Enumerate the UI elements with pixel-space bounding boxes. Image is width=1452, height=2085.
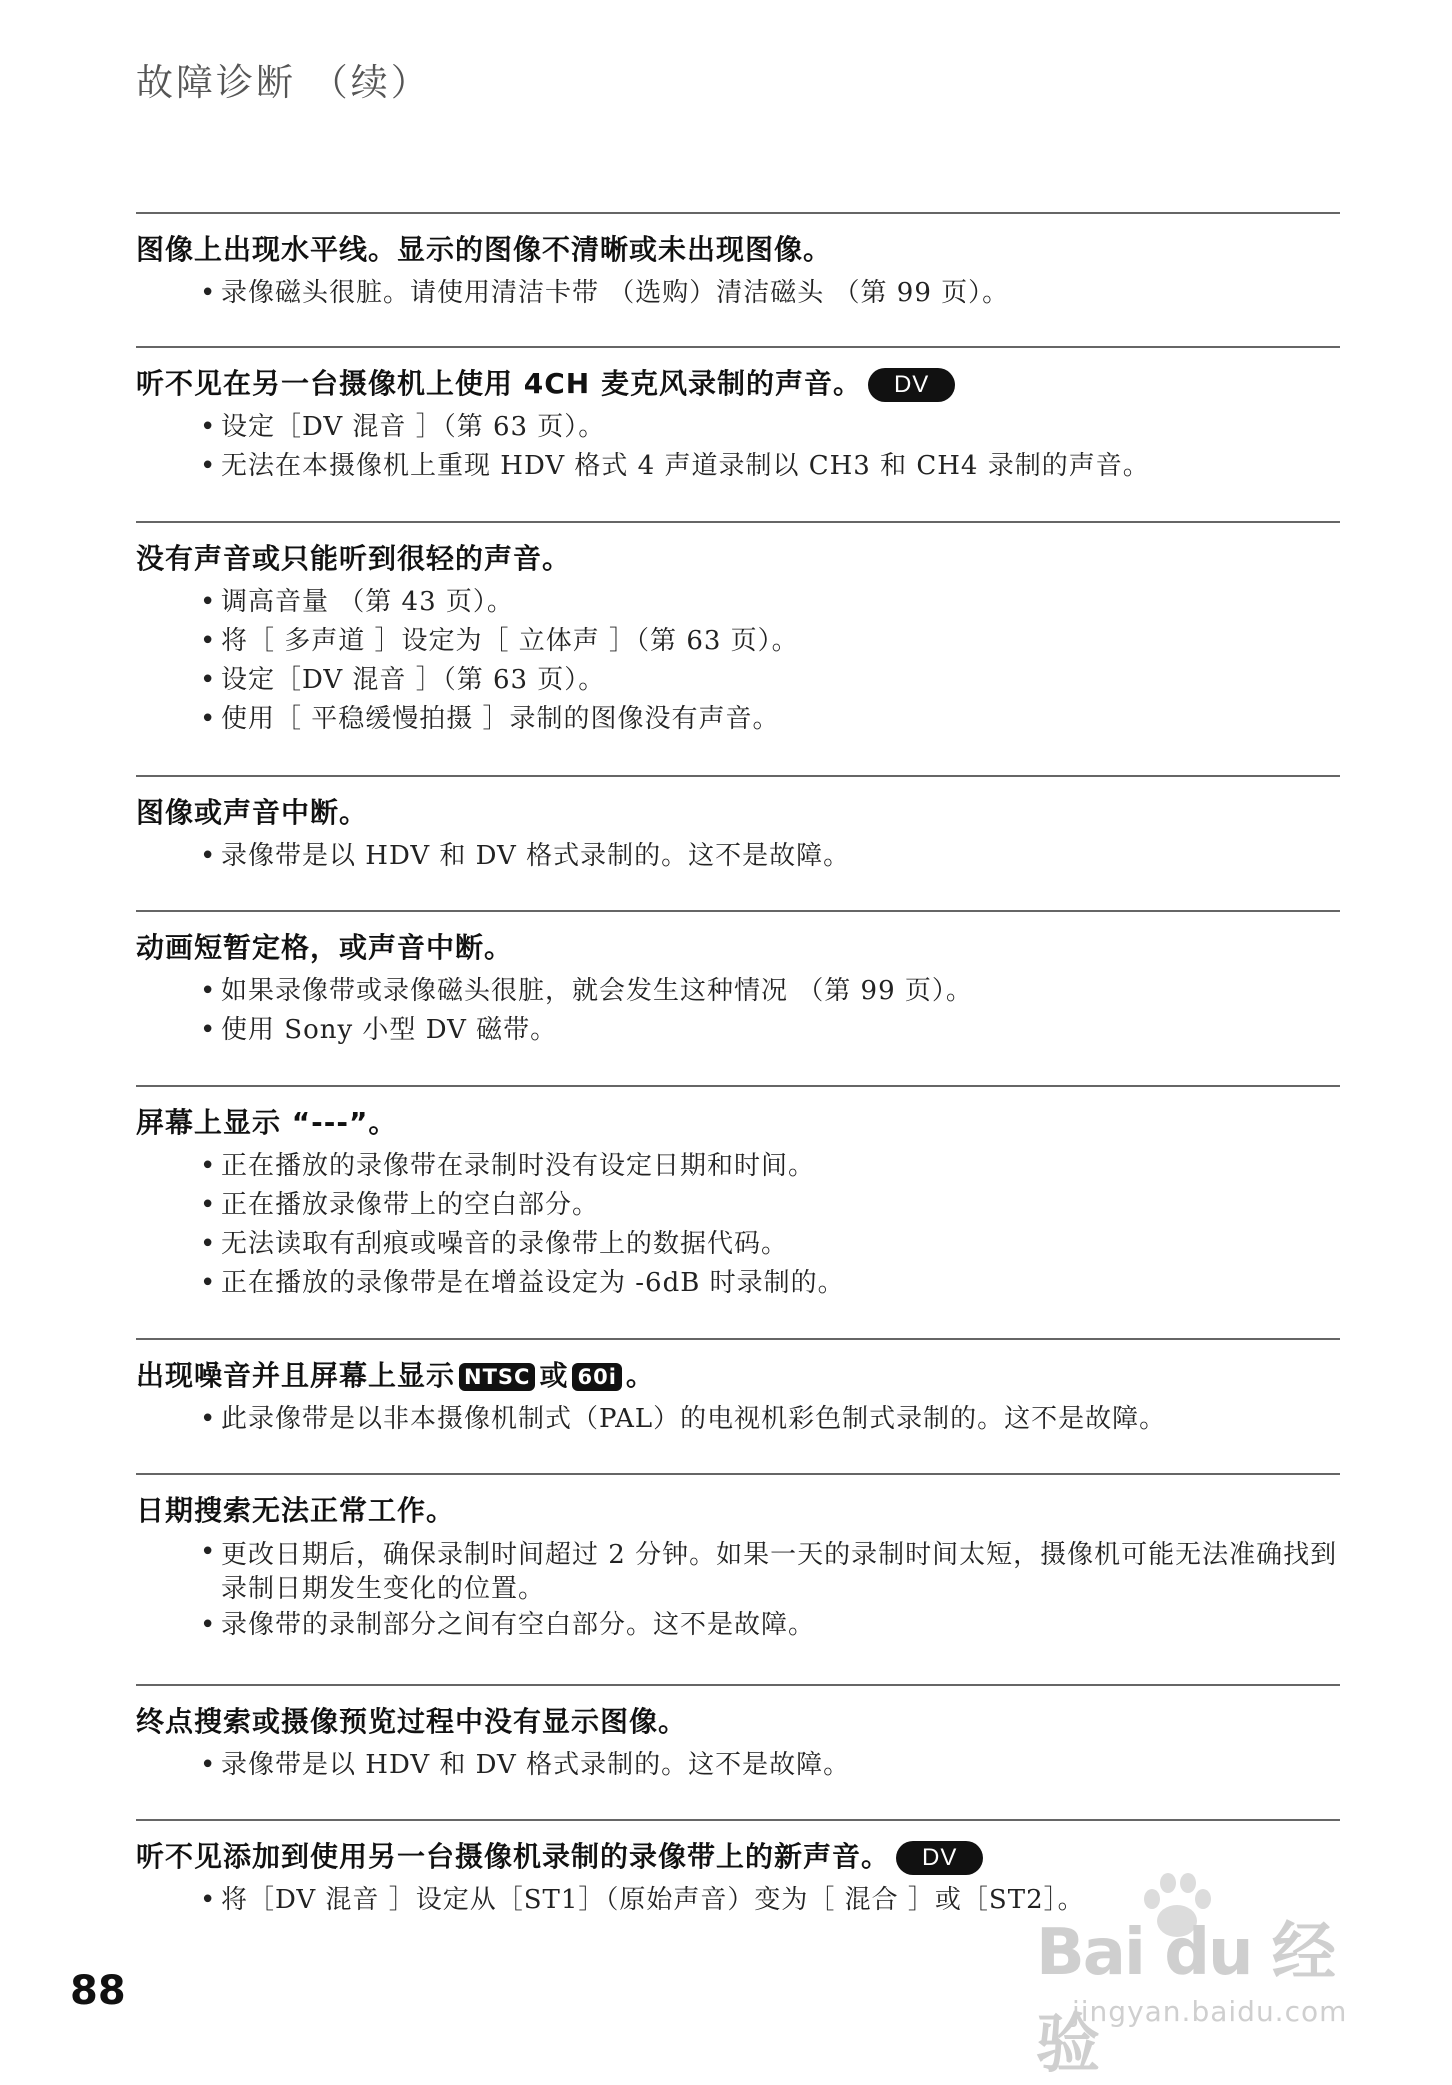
bullet-icon: • [200, 1610, 217, 1640]
item-text: 使用［ 平稳缓慢拍摄 ］录制的图像没有声音。 [221, 704, 780, 734]
item-list [136, 1535, 1340, 1645]
section-heading: 没有声音或只能听到很轻的声音。 [136, 542, 572, 575]
list-item [136, 1147, 1340, 1186]
item-text: 设定［DV 混音 ］（第 63 页）。 [221, 412, 606, 442]
bullet-icon: • [200, 1885, 217, 1915]
item-text: 更改日期后，确保录制时间超过 2 分钟。如果一天的录制时间太短，摄像机可能无法准确找到录制日期发生变化的位置。 [221, 1540, 1338, 1604]
section-heading: 屏幕上显示 “---”。 [136, 1106, 398, 1139]
list-item [136, 1264, 1340, 1303]
list-item [136, 622, 1340, 661]
bullet-icon: • [200, 1750, 217, 1780]
item-text: 使用 Sony 小型 DV 磁带。 [221, 1015, 558, 1045]
item-text: 此录像带是以非本摄像机制式（PAL）的电视机彩色制式录制的。这不是故障。 [221, 1404, 1167, 1434]
section-heading [136, 1358, 1340, 1394]
bullet-icon: • [200, 976, 217, 1006]
item-list [136, 1147, 1340, 1303]
item-text: 正在播放录像带上的空白部分。 [221, 1190, 600, 1220]
heading-text: 听不见添加到使用另一台摄像机录制的录像带上的新声音。 [136, 1840, 891, 1873]
item-list [136, 408, 1340, 486]
item-text: 录像磁头很脏。请使用清洁卡带 （选购）清洁磁头 （第 99 页）。 [221, 278, 1010, 308]
bullet-icon: • [200, 1404, 217, 1434]
bullet-icon: • [200, 1229, 217, 1259]
faq-section [136, 910, 1340, 1050]
section-heading: 图像或声音中断。 [136, 796, 369, 829]
bullet-icon: • [200, 412, 217, 442]
section-heading: 动画短暂定格，或声音中断。 [136, 931, 514, 964]
item-text: 无法读取有刮痕或噪音的录像带上的数据代码。 [221, 1229, 789, 1259]
bullet-icon: • [200, 1537, 217, 1567]
list-item [136, 972, 1340, 1011]
item-text: 将［ 多声道 ］设定为［ 立体声 ］（第 63 页）。 [221, 626, 799, 656]
section-heading: 终点搜索或摄像预览过程中没有显示图像。 [136, 1705, 688, 1738]
bullet-icon: • [200, 704, 217, 734]
faq-section [136, 1473, 1340, 1645]
bullet-icon: • [200, 1015, 217, 1045]
baidu-watermark [1036, 1865, 1366, 2082]
item-text: 正在播放的录像带是在增益设定为 -6dB 时录制的。 [221, 1268, 845, 1298]
item-text: 无法在本摄像机上重现 HDV 格式 4 声道录制以 CH3 和 CH4 录制的声音。 [221, 451, 1150, 481]
item-list [136, 837, 1340, 876]
page-number: 88 [70, 1968, 126, 2014]
bullet-icon: • [200, 587, 217, 617]
list-item [136, 1535, 1340, 1606]
faq-section [136, 1338, 1340, 1439]
section-heading: 图像上出现水平线。显示的图像不清晰或未出现图像。 [136, 233, 833, 266]
list-item [136, 408, 1340, 447]
list-item [136, 583, 1340, 622]
faq-section [136, 775, 1340, 876]
list-item [136, 1225, 1340, 1264]
list-item [136, 661, 1340, 700]
dv-badge-icon: DV [896, 1841, 983, 1875]
item-text: 录像带是以 HDV 和 DV 格式录制的。这不是故障。 [221, 1750, 851, 1780]
list-item [136, 1400, 1340, 1439]
item-text: 如果录像带或录像磁头很脏，就会发生这种情况 （第 99 页）。 [221, 976, 973, 1006]
list-item [136, 837, 1340, 876]
item-list [136, 583, 1340, 739]
item-text: 正在播放的录像带在录制时没有设定日期和时间。 [221, 1151, 816, 1181]
item-list [136, 1746, 1340, 1785]
bullet-icon: • [200, 665, 217, 695]
list-item [136, 1606, 1340, 1645]
watermark-brand: Bai du 经验 [1036, 1916, 1334, 2082]
faq-section [136, 1684, 1340, 1785]
item-text: 录像带的录制部分之间有空白部分。这不是故障。 [221, 1610, 816, 1640]
bullet-icon: • [200, 626, 217, 656]
item-list [136, 274, 1340, 313]
bullet-icon: • [200, 841, 217, 871]
heading-text: 听不见在另一台摄像机上使用 4CH 麦克风录制的声音。 [136, 367, 862, 400]
bullet-icon: • [200, 451, 217, 481]
bullet-icon: • [200, 278, 217, 308]
faq-section [136, 212, 1340, 313]
dv-badge-icon: DV [868, 368, 955, 402]
list-item [136, 274, 1340, 313]
bullet-icon: • [200, 1268, 217, 1298]
60i-icon: 60i [572, 1363, 621, 1391]
faq-section [136, 1085, 1340, 1303]
item-list [136, 1400, 1340, 1439]
list-item [136, 447, 1340, 486]
section-heading: 日期搜索无法正常工作。 [136, 1494, 456, 1527]
watermark-url: jingyan.baidu.com [1072, 1995, 1348, 2028]
list-item [136, 1011, 1340, 1050]
heading-text: 。 [625, 1359, 655, 1392]
faq-section [136, 346, 1340, 486]
heading-text: 出现噪音并且屏幕上显示 [136, 1359, 456, 1392]
item-list [136, 972, 1340, 1050]
bullet-icon: • [200, 1190, 217, 1220]
page-header-title: 故障诊断 （续） [136, 61, 431, 104]
item-text: 调高音量 （第 43 页）。 [221, 587, 514, 617]
list-item [136, 700, 1340, 739]
item-text: 录像带是以 HDV 和 DV 格式录制的。这不是故障。 [221, 841, 851, 871]
list-item [136, 1186, 1340, 1225]
item-text: 设定［DV 混音 ］（第 63 页）。 [221, 665, 606, 695]
faq-section [136, 521, 1340, 739]
bullet-icon: • [200, 1151, 217, 1181]
heading-text: 或 [539, 1359, 569, 1392]
ntsc-icon: NTSC [459, 1363, 535, 1391]
section-heading [136, 366, 1340, 402]
list-item [136, 1746, 1340, 1785]
item-text: 将［DV 混音 ］设定从［ST1］（原始声音）变为［ 混合 ］或［ST2］。 [221, 1885, 1085, 1915]
